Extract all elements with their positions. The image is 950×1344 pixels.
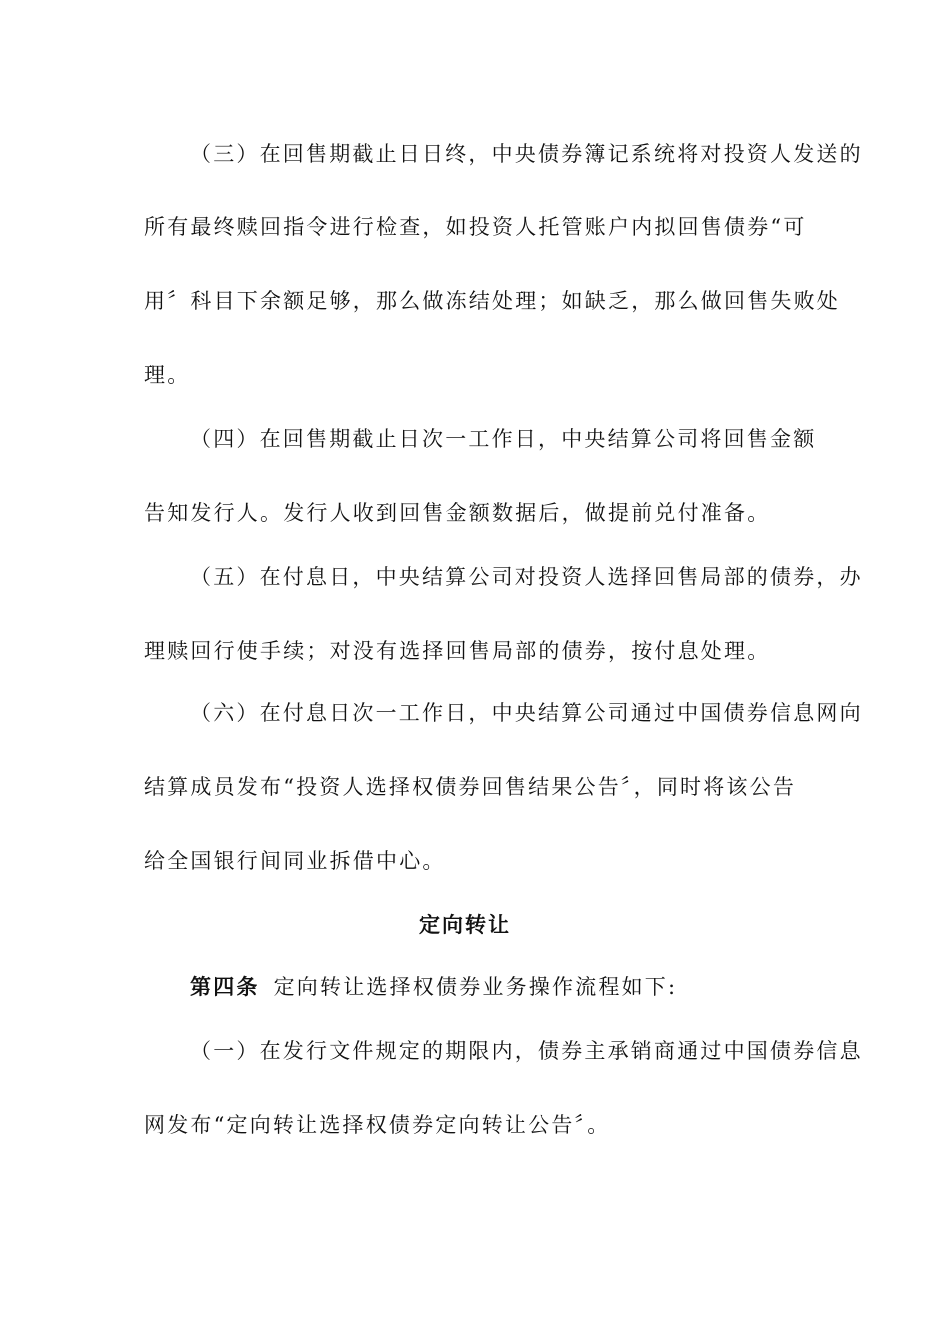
paragraph-5-line-2: 理赎回行使手续；对没有选择回售局部的债券，按付息处理。 (144, 639, 771, 663)
paragraph-5-line-1: （五）在付息日，中央结算公司对投资人选择回售局部的债券，办 (190, 565, 863, 589)
article-4-text: 定向转让选择权债券业务操作流程如下: (273, 975, 678, 999)
paragraph-3-line-1: （三）在回售期截止日日终，中央债券簿记系统将对投资人发送的 (190, 142, 863, 166)
section-heading: 定向转让 (419, 913, 511, 937)
paragraph-3-line-2: 所有最终赎回指令进行检查，如投资人托管账户内拟回售债券“可 (144, 215, 807, 239)
paragraph-6-line-3: 给全国银行间同业拆借中心。 (144, 849, 446, 873)
paragraph-3-line-4: 理。 (144, 363, 191, 387)
article-4-label: 第四条 (190, 975, 260, 999)
article-4-line (190, 973, 677, 1001)
paragraph-4-line-2: 告知发行人。发行人收到回售金额数据后，做提前兑付准备。 (144, 501, 771, 525)
paragraph-4-line-1: （四）在回售期截止日次一工作日，中央结算公司将回售金额 (190, 427, 817, 451)
article-4-paragraph-1-line-2: 网发布“定向转让选择权债券定向转让公告〞。 (144, 1113, 611, 1137)
paragraph-6-line-1: （六）在付息日次一工作日，中央结算公司通过中国债券信息网向 (190, 701, 863, 725)
paragraph-6-line-2: 结算成员发布“投资人选择权债券回售结果公告〞，同时将该公告 (144, 775, 797, 799)
paragraph-3-line-3: 用〞科目下余额足够，那么做冻结处理；如缺乏，那么做回售失败处 (144, 289, 840, 313)
article-4-paragraph-1-line-1: （一）在发行文件规定的期限内，债券主承销商通过中国债券信息 (190, 1039, 863, 1063)
